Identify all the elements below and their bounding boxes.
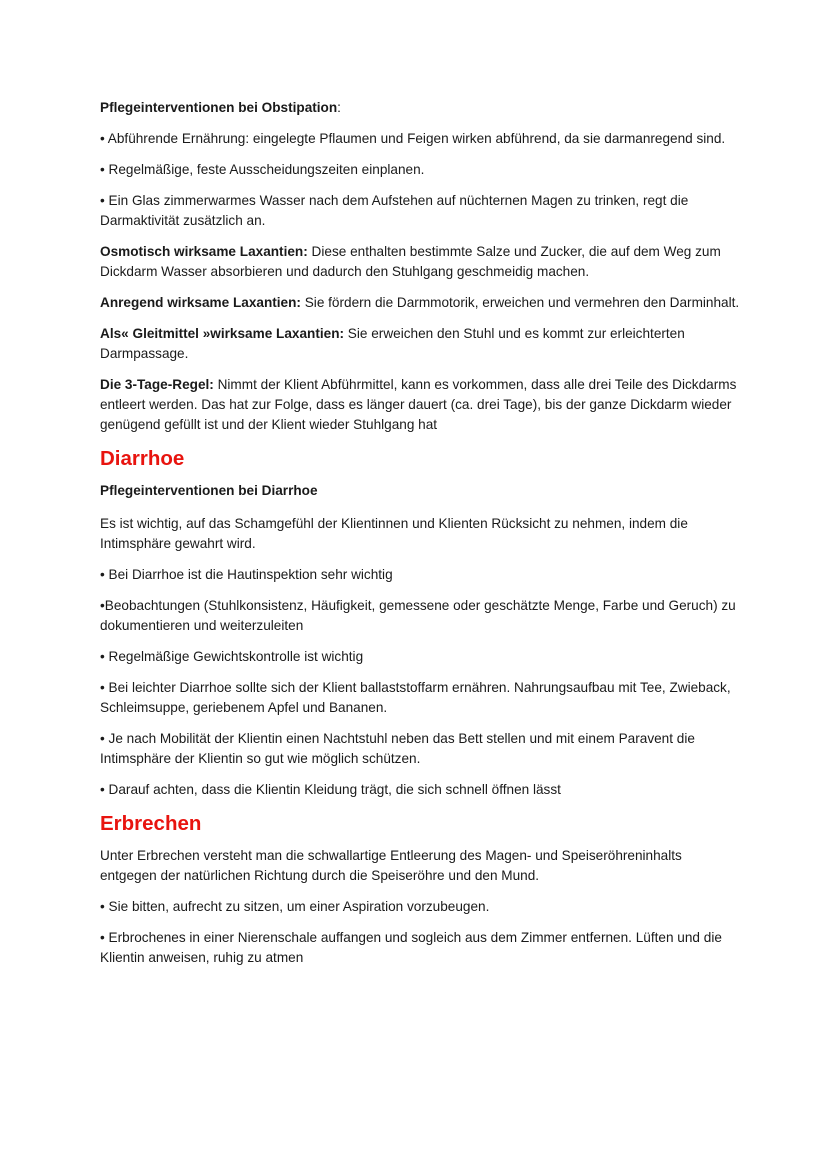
definition-term: Osmotisch wirksame Laxantien:	[100, 244, 308, 259]
erbrechen-bullet: • Sie bitten, aufrecht zu sitzen, um einer Aspiration vorzubeugen.	[100, 899, 490, 914]
obstipation-heading-colon: :	[337, 100, 341, 115]
definition-term: Anregend wirksame Laxantien:	[100, 295, 301, 310]
document-page	[100, 98, 740, 979]
diarrhoe-bullet: • Je nach Mobilität der Klientin einen Nachtstuhl neben das Bett stellen und mit einem Paravent die Intimsphäre der Klientin so gut wie möglich schützen.	[100, 731, 695, 766]
definition-3-tage-regel	[100, 375, 740, 435]
diarrhoe-title: Diarrhoe	[100, 447, 185, 470]
definition-term: Als« Gleitmittel »wirksame Laxantien:	[100, 326, 345, 341]
diarrhoe-bullet: •Beobachtungen (Stuhlkonsistenz, Häufigkeit, gemessene oder geschätzte Menge, Farbe und Geruch) zu dokumentieren und weiterzuleiten	[100, 598, 736, 633]
diarrhoe-bullet: • Bei Diarrhoe ist die Hautinspektion sehr wichtig	[100, 567, 393, 582]
erbrechen-title: Erbrechen	[100, 812, 202, 835]
definition-anregend	[100, 293, 740, 313]
diarrhoe-bullet: • Bei leichter Diarrhoe sollte sich der Klient ballaststoffarm ernähren. Nahrungsaufbau mit Tee, Zwieback, Schleimsuppe, geriebenem Apfel und Bananen.	[100, 680, 731, 715]
diarrhoe-subheading: Pflegeinterventionen bei Diarrhoe	[100, 483, 318, 498]
definition-text: Sie erweichen den Stuhl und es kommt zur erleichterten Darmpassage.	[100, 326, 685, 361]
diarrhoe-intro: Es ist wichtig, auf das Schamgefühl der Klientinnen und Klienten Rücksicht zu nehmen, indem die Intimsphäre gewahrt wird.	[100, 516, 688, 551]
diarrhoe-bullet: • Regelmäßige Gewichtskontrolle ist wichtig	[100, 649, 364, 664]
definition-term: Die 3-Tage-Regel:	[100, 377, 214, 392]
obstipation-bullet: • Abführende Ernährung: eingelegte Pflaumen und Feigen wirken abführend, da sie darmanregend sind.	[100, 131, 726, 146]
erbrechen-bullet: • Erbrochenes in einer Nierenschale auffangen und sogleich aus dem Zimmer entfernen. Lüften und die Klientin anweisen, ruhig zu atmen	[100, 930, 722, 965]
obstipation-heading-text: Pflegeinterventionen bei Obstipation	[100, 100, 338, 115]
obstipation-bullet: • Ein Glas zimmerwarmes Wasser nach dem Aufstehen auf nüchternen Magen zu trinken, regt die Darmaktivität zusätzlich an.	[100, 193, 689, 228]
erbrechen-intro: Unter Erbrechen versteht man die schwallartige Entleerung des Magen- und Speiseröhreninhalts entgegen der natürlichen Richtung durch die Speiseröhre und den Mund.	[100, 848, 682, 883]
diarrhoe-bullet: • Darauf achten, dass die Klientin Kleidung trägt, die sich schnell öffnen lässt	[100, 782, 561, 797]
definition-text: Sie fördern die Darmmotorik, erweichen und vermehren den Darminhalt.	[300, 295, 740, 310]
definition-text: Diese enthalten bestimmte Salze und Zucker, die auf dem Weg zum Dickdarm Wasser absorbieren und dadurch den Stuhlgang geschmeidig machen.	[100, 244, 721, 279]
definition-osmotisch	[100, 242, 740, 282]
definition-gleitmittel	[100, 324, 740, 364]
obstipation-bullet: • Regelmäßige, feste Ausscheidungszeiten einplanen.	[100, 162, 425, 177]
definition-text: Nimmt der Klient Abführmittel, kann es vorkommen, dass alle drei Teile des Dickdarms entleert werden. Das hat zur Folge, dass es länger dauert (ca. drei Tage), bis der ganze Dickdarm wieder genügend gefüllt ist und der Klient wieder Stuhlgang hat	[100, 377, 737, 432]
obstipation-heading	[100, 98, 740, 118]
